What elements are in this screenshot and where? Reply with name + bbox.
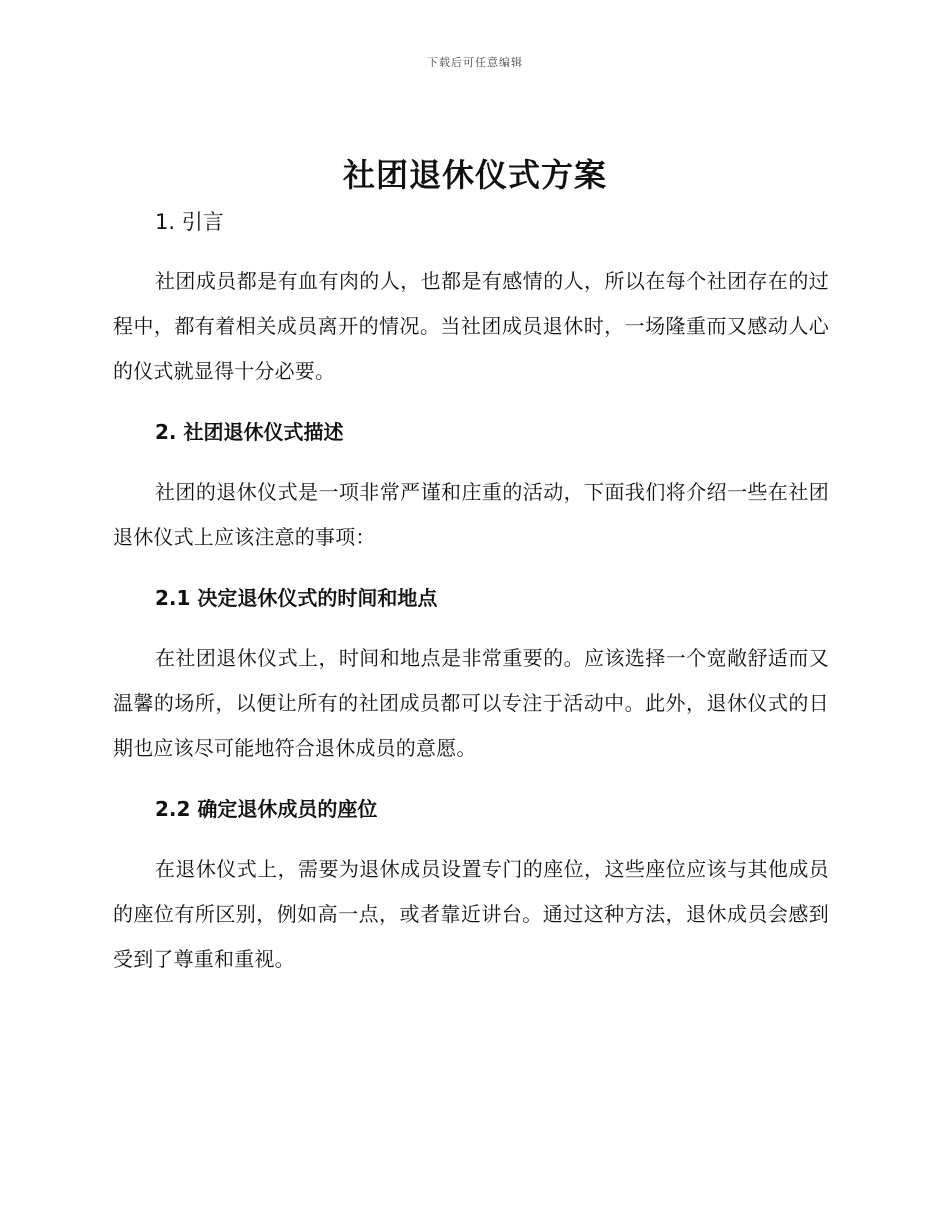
section-paragraph-introduction: 社团成员都是有血有肉的人，也都是有感情的人，所以在每个社团存在的过程中，都有着相关成员离开的情况。当社团成员退休时，一场隆重而又感动人心的仪式就显得十分必要。 xyxy=(113,269,829,383)
section-heading-seating: 2.2 确定退休成员的座位 xyxy=(155,797,378,821)
document-title: 社团退休仪式方案 xyxy=(342,156,607,194)
document-body xyxy=(113,204,829,982)
section-paragraph-time-and-place: 在社团退休仪式上，时间和地点是非常重要的。应该选择一个宽敞舒适而又温馨的场所，以便让所有的社团成员都可以专注于活动中。此外，退休仪式的日期也应该尽可能地符合退休成员的意愿。 xyxy=(113,646,829,760)
section-paragraph-ceremony-description: 社团的退休仪式是一项非常严谨和庄重的活动，下面我们将介绍一些在社团退休仪式上应该注意的事项： xyxy=(113,480,829,549)
section-paragraph-seating: 在退休仪式上，需要为退休成员设置专门的座位，这些座位应该与其他成员的座位有所区别，例如高一点，或者靠近讲台。通过这种方法，退休成员会感到受到了尊重和重视。 xyxy=(113,857,829,971)
header-note: 下载后可任意编辑 xyxy=(427,56,523,69)
section-heading-ceremony-description: 2. 社团退休仪式描述 xyxy=(155,420,344,444)
section-heading-introduction: 1. 引言 xyxy=(155,210,224,234)
section-heading-time-and-place: 2.1 决定退休仪式的时间和地点 xyxy=(155,586,438,610)
